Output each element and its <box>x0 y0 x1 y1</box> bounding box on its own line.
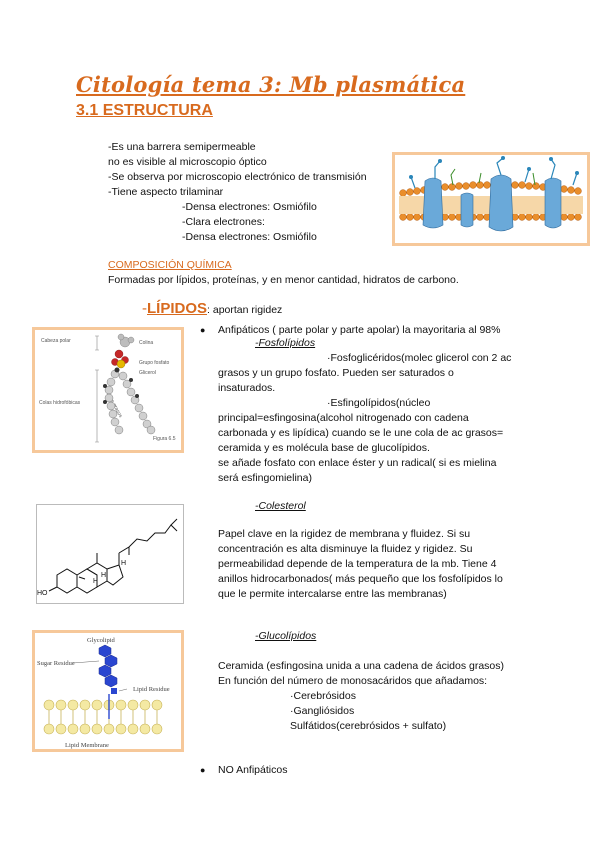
cholesterol-line-4: anillos hidrocarbonados( más pequeño que los fosfolípidos lo <box>218 573 503 585</box>
label-phosphate: Grupo fosfato <box>139 360 170 366</box>
label-lipid-membrane: Lipid Membrane <box>65 742 109 749</box>
composition-text: Formadas por lípidos, proteínas, y en menor cantidad, hidratos de carbono. <box>108 274 459 286</box>
glycolipids-line-1: Ceramida (esfingosina unida a una cadena de ácidos grasos) <box>218 660 505 672</box>
label-polar-head: Cabeza polar <box>41 338 71 344</box>
intro-line-2: no es visible al microscopio óptico <box>108 156 267 168</box>
glycolipid-figure <box>32 630 184 752</box>
phospholipid-figure <box>32 327 184 453</box>
membrane-illustration <box>395 155 587 243</box>
sphingolipids-line-1: ·Esfingolípidos(núcleo <box>327 397 431 409</box>
label-h-3: H <box>93 578 99 585</box>
lipids-heading <box>142 300 282 317</box>
bullet-icon: ● <box>200 325 206 335</box>
label-lipid-residue: Lipid Residue <box>133 686 170 693</box>
layer-line-2: -Clara electrones: <box>182 216 265 228</box>
section-heading: 3.1 ESTRUCTURA <box>76 102 213 119</box>
intro-line-3: -Se observa por microscopio electrónico de transmisión <box>108 171 367 183</box>
page-title: Citología tema 3: Mb plasmática <box>76 72 466 97</box>
glycolipids-line-2: En función del número de monosacáridos que añadamos: <box>218 675 488 687</box>
phosphoglycerides-line-3: insaturados. <box>218 382 276 394</box>
label-choline: Colina <box>139 340 154 346</box>
bullet-no-anfipaticos: NO Anfipáticos <box>218 764 288 776</box>
intro-line-4: -Tiene aspecto trilaminar <box>108 186 224 198</box>
sphingolipids-line-2: principal=esfingosina(alcohol nitrogenado con cadena <box>218 412 469 424</box>
sphingolipids-line-5: se añade fosfato con enlace éster y un radical( si es mielina <box>218 457 497 469</box>
lipids-title: LÍPIDOS <box>147 300 208 317</box>
cholesterol-line-2: concentración es alta disminuye la fluidez y rigidez. Su <box>218 543 473 555</box>
layer-line-3: -Densa electrones: Osmiófilo <box>182 231 317 243</box>
lipids-subtitle: : aportan rigidez <box>207 304 283 316</box>
label-ho: HO <box>37 590 48 597</box>
label-figure-number: Figura 6.5 <box>153 436 176 442</box>
cholesterol-heading: -Colesterol <box>255 500 306 512</box>
sphingolipids-line-4: ceramida y es molécula base de glucolípidos. <box>218 442 430 454</box>
phospholipid-illustration <box>35 330 181 450</box>
label-h-2: H <box>121 560 127 567</box>
bullet-icon-2: ● <box>200 765 206 775</box>
bullet-anfipaticos: Anfipáticos ( parte polar y parte apolar) la mayoritaria al 98% <box>218 324 501 336</box>
cholesterol-structure <box>37 505 183 603</box>
glycolipid-illustration <box>35 633 181 749</box>
label-tails: Colas hidrofóbicas <box>39 400 81 406</box>
cholesterol-line-5: que le permite intercalarse entre las membranas) <box>218 588 447 600</box>
label-glycerol: Glicerol <box>139 370 156 376</box>
lipids-dash: - <box>142 300 147 317</box>
layer-line-1: -Densa electrones: Osmiófilo <box>182 201 317 213</box>
cholesterol-line-3: permeabilidad depende de la temperatura de la mb. Tiene 4 <box>218 558 497 570</box>
sphingolipids-line-3: carbonada y es lipídica) cuando se le une cola de ac grasos= <box>218 427 504 439</box>
label-glycolipid: Glycolipid <box>87 637 115 644</box>
label-sugar-residue: Sugar Residue <box>37 660 75 667</box>
glycolipids-line-5: Sulfátidos(cerebrósidos + sulfato) <box>290 720 447 732</box>
phosphoglycerides-line-1: ·Fosfoglicéridos(molec glicerol con 2 ac <box>327 352 512 364</box>
label-fatty-acids: grasos <box>110 402 124 419</box>
cholesterol-figure <box>36 504 184 604</box>
glycolipids-line-3: ·Cerebrósidos <box>290 690 356 702</box>
glycolipids-line-4: ·Gangliósidos <box>290 705 355 717</box>
membrane-figure <box>392 152 590 246</box>
cholesterol-line-1: Papel clave en la rigidez de membrana y fluidez. Si su <box>218 528 471 540</box>
phosphoglycerides-line-2: grasos y un grupo fosfato. Pueden ser saturados o <box>218 367 454 379</box>
composition-heading: COMPOSICIÓN QUÍMICA <box>108 259 232 271</box>
sphingolipids-line-6: será esfingomielina) <box>218 472 312 484</box>
intro-line-1: -Es una barrera semipermeable <box>108 141 256 153</box>
label-h-1: H <box>101 572 107 579</box>
phospholipids-heading: -Fosfolípidos <box>255 337 316 349</box>
glycolipids-heading: -Glucolípidos <box>255 630 317 642</box>
